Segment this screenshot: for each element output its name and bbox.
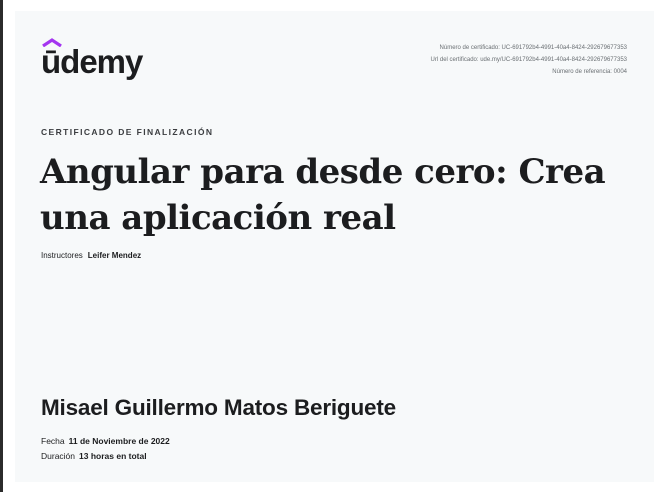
student-name: Misael Guillermo Matos Beriguete [41,395,396,420]
certificate-eyebrow: CERTIFICADO DE FINALIZACIÓN [41,127,214,137]
date-label: Fecha [41,436,65,446]
duration-label: Duración [41,451,76,461]
duration-line [41,451,147,461]
certificate-meta [431,42,627,78]
instructor-name: Leifer Mendez [87,251,142,260]
date-value: 11 de Noviembre de 2022 [68,436,170,446]
date-line [41,436,170,446]
reference-number: Número de referencia: 0004 [552,69,627,75]
window-edge [0,0,3,492]
instructors-line [41,251,141,260]
certificate-number: Número de certificado: UC-691792b4-4991-40a4-8424-292679677353 [439,45,627,51]
course-title: Angular para desde cero: Crea una aplicación real [40,152,606,238]
instructors-label: Instructores [41,251,83,260]
udemy-wordmark: ūdemy [41,43,143,80]
certificate-url[interactable]: Url del certificado: ude.my/UC-691792b4-4991-40a4-8424-292679677353 [430,57,627,63]
duration-value: 13 horas en total [79,451,147,461]
certificate-card [15,11,654,482]
